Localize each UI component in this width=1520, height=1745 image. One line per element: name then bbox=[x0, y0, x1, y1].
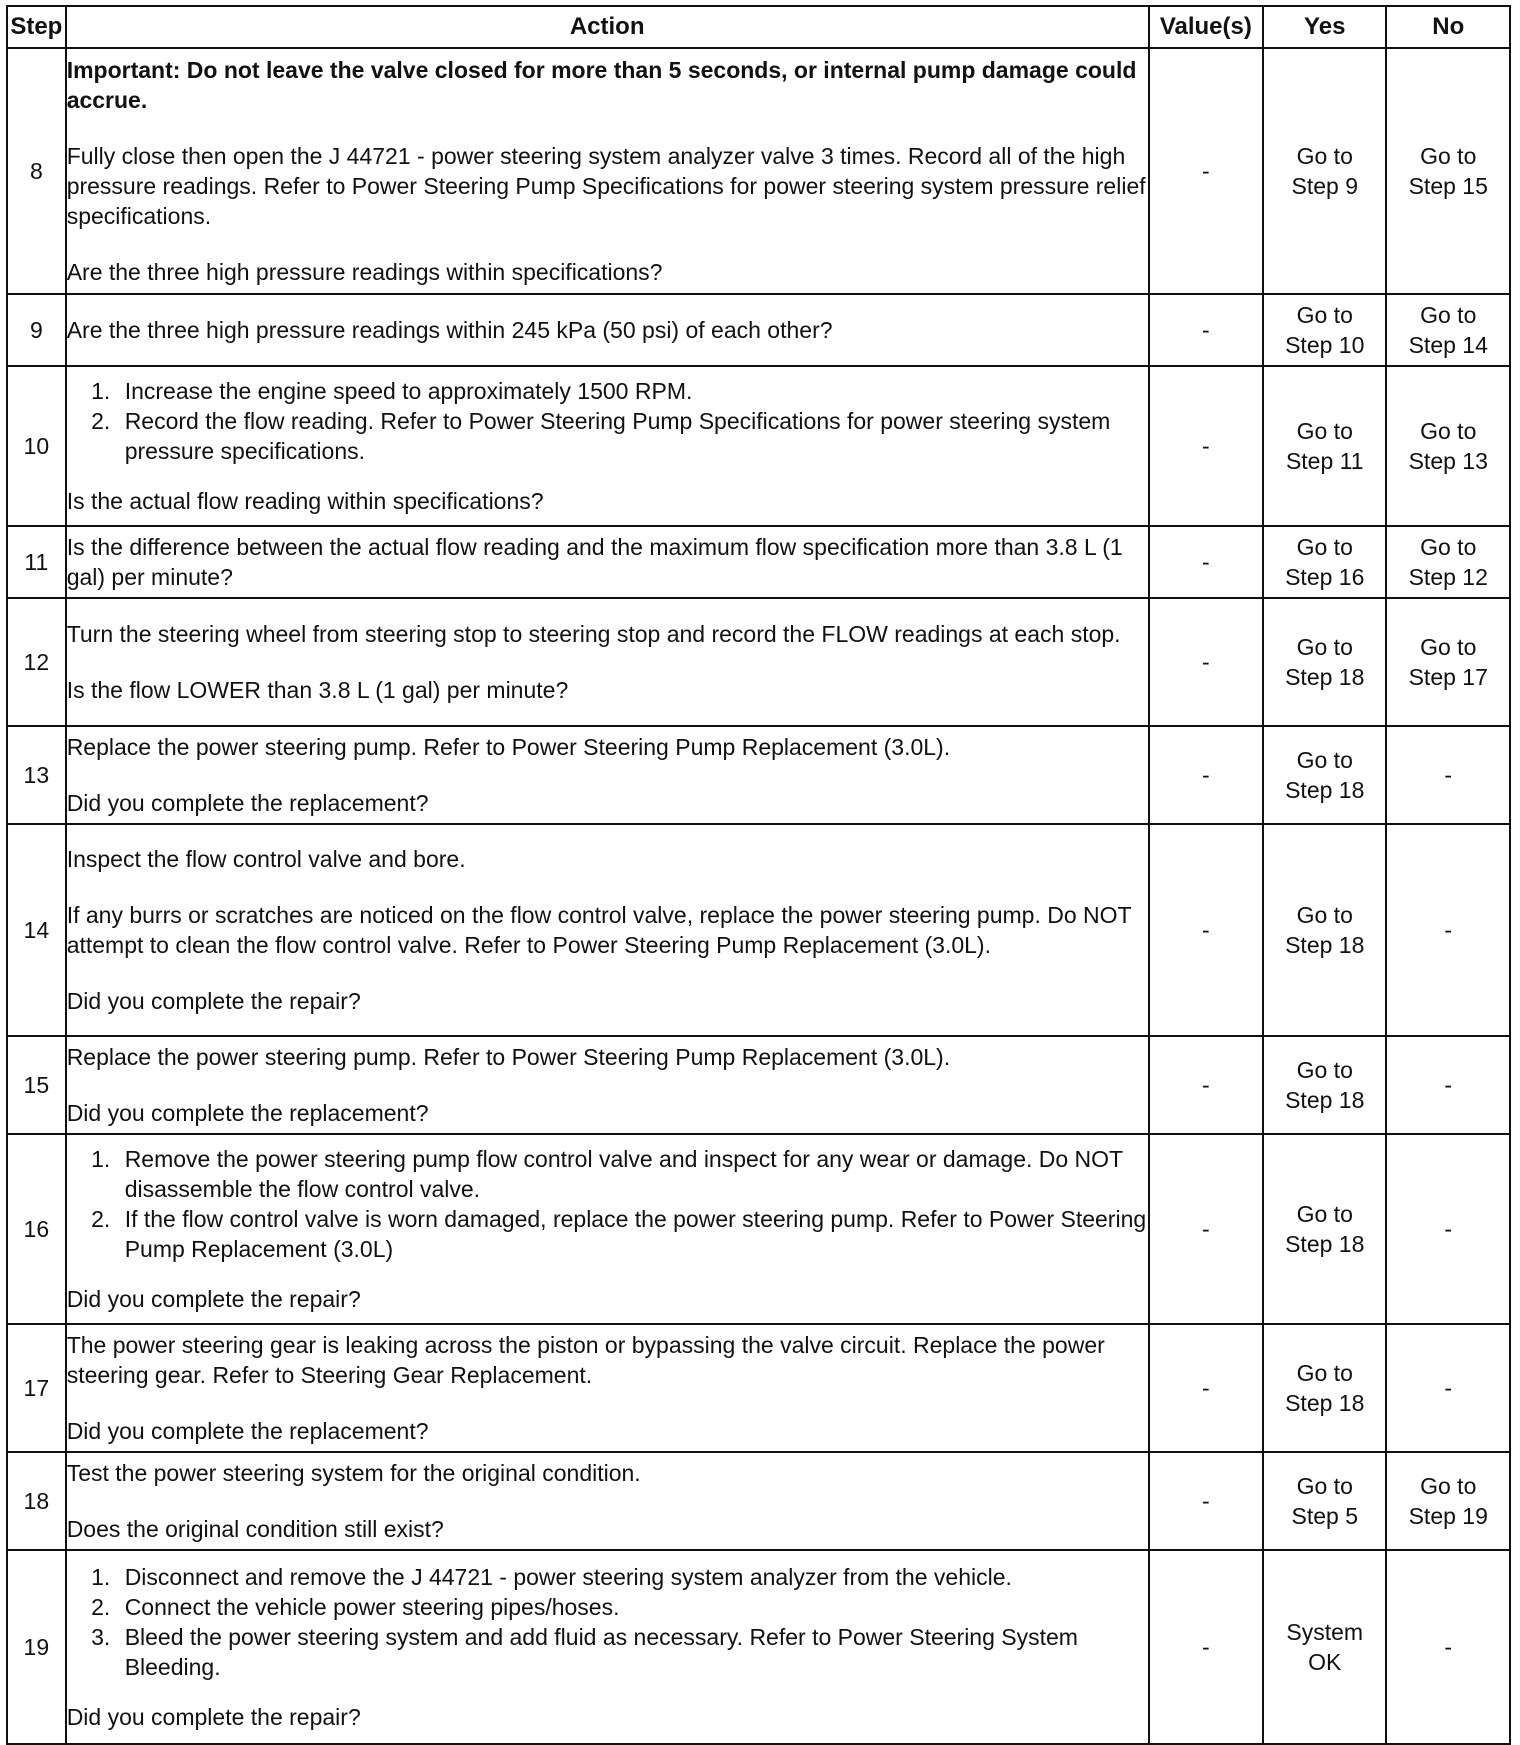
list-item: 1. Remove the power steering pump flow control valve and inspect for any wear or damage. Do NOT disassemble the flow control valve. bbox=[117, 1144, 1148, 1204]
yes-line: Step 18 bbox=[1285, 932, 1365, 958]
question-text: Did you complete the replacement? bbox=[66, 1100, 429, 1126]
list-item: 1. Disconnect and remove the J 44721 - power steering system analyzer from the vehicle. bbox=[117, 1562, 1148, 1592]
question-text: Is the flow LOWER than 3.8 L (1 gal) per minute? bbox=[66, 677, 569, 703]
value-cell: - bbox=[1149, 824, 1263, 1036]
no-cell bbox=[1386, 48, 1510, 294]
no-cell: - bbox=[1386, 1134, 1510, 1324]
question-text: Does the original condition still exist? bbox=[66, 1516, 444, 1542]
value-cell: - bbox=[1149, 1036, 1263, 1134]
yes-cell bbox=[1263, 1550, 1386, 1744]
question-text: Is the actual flow reading within specifications? bbox=[66, 488, 544, 514]
list-item: 3. Bleed the power steering system and add fluid as necessary. Refer to Power Steering System Bleeding. bbox=[117, 1622, 1148, 1682]
no-cell bbox=[1386, 1452, 1510, 1550]
yes-line: Step 10 bbox=[1285, 332, 1365, 358]
no-cell bbox=[1386, 598, 1510, 726]
numbered-list bbox=[67, 1144, 1148, 1264]
table-row bbox=[7, 294, 1510, 366]
yes-line: Go to bbox=[1296, 1057, 1353, 1083]
no-line: Go to bbox=[1420, 634, 1477, 660]
value-cell: - bbox=[1149, 48, 1263, 294]
yes-cell bbox=[1263, 526, 1386, 598]
instruction-text: Inspect the flow control valve and bore. bbox=[66, 846, 466, 872]
header-action: Action bbox=[66, 6, 1149, 48]
value-cell: - bbox=[1149, 294, 1263, 366]
yes-line: Go to bbox=[1296, 1360, 1353, 1386]
yes-line: Step 18 bbox=[1285, 1087, 1365, 1113]
action-cell bbox=[66, 824, 1149, 1036]
no-line: Step 14 bbox=[1408, 332, 1488, 358]
step-number: 15 bbox=[7, 1036, 66, 1134]
header-values: Value(s) bbox=[1149, 6, 1263, 48]
no-cell bbox=[1386, 526, 1510, 598]
no-line: Go to bbox=[1420, 143, 1477, 169]
yes-line: Step 9 bbox=[1291, 173, 1358, 199]
no-line: Go to bbox=[1420, 302, 1477, 328]
question-text: Did you complete the repair? bbox=[66, 1286, 361, 1312]
step-number: 18 bbox=[7, 1452, 66, 1550]
yes-line: Go to bbox=[1296, 1473, 1353, 1499]
no-line: Go to bbox=[1420, 418, 1477, 444]
step-number: 10 bbox=[7, 366, 66, 526]
yes-cell bbox=[1263, 48, 1386, 294]
yes-cell bbox=[1263, 366, 1386, 526]
yes-cell bbox=[1263, 1134, 1386, 1324]
no-cell: - bbox=[1386, 1036, 1510, 1134]
table-row bbox=[7, 824, 1510, 1036]
yes-cell bbox=[1263, 1036, 1386, 1134]
yes-line: Go to bbox=[1296, 302, 1353, 328]
step-number: 16 bbox=[7, 1134, 66, 1324]
diagnostic-table bbox=[6, 5, 1511, 1745]
value-cell: - bbox=[1149, 1134, 1263, 1324]
table-row bbox=[7, 526, 1510, 598]
yes-cell bbox=[1263, 1324, 1386, 1452]
step-number: 14 bbox=[7, 824, 66, 1036]
yes-line: Step 5 bbox=[1291, 1503, 1358, 1529]
table-row bbox=[7, 598, 1510, 726]
question-text: Did you complete the replacement? bbox=[66, 1418, 429, 1444]
list-item: 2. Record the flow reading. Refer to Power Steering Pump Specifications for power steering system pressure specifications. bbox=[117, 406, 1148, 466]
no-line: Step 17 bbox=[1408, 664, 1488, 690]
question-text: Did you complete the replacement? bbox=[66, 790, 429, 816]
no-line: Go to bbox=[1420, 534, 1477, 560]
value-cell: - bbox=[1149, 1550, 1263, 1744]
action-cell bbox=[66, 1036, 1149, 1134]
yes-line: OK bbox=[1308, 1649, 1342, 1675]
value-cell: - bbox=[1149, 1324, 1263, 1452]
value-cell: - bbox=[1149, 526, 1263, 598]
instruction-text: The power steering gear is leaking across the piston or bypassing the valve circuit. Replace the power steering gear. Refer to Steering Gear Replacement. bbox=[66, 1332, 1105, 1388]
question-text: Did you complete the repair? bbox=[66, 1704, 361, 1730]
table-row bbox=[7, 1036, 1510, 1134]
no-line: Step 13 bbox=[1408, 448, 1488, 474]
list-item: 2. If the flow control valve is worn damaged, replace the power steering pump. Refer to Power Steering Pump Replacement (3.0L) bbox=[117, 1204, 1148, 1264]
value-cell: - bbox=[1149, 726, 1263, 824]
yes-line: Go to bbox=[1296, 143, 1353, 169]
yes-line: Step 16 bbox=[1285, 564, 1365, 590]
yes-line: Step 11 bbox=[1285, 448, 1364, 474]
header-no: No bbox=[1386, 6, 1510, 48]
step-number: 11 bbox=[7, 526, 66, 598]
yes-cell bbox=[1263, 598, 1386, 726]
action-cell bbox=[66, 526, 1149, 598]
value-cell: - bbox=[1149, 598, 1263, 726]
yes-cell bbox=[1263, 824, 1386, 1036]
no-cell bbox=[1386, 294, 1510, 366]
no-line: Step 12 bbox=[1408, 564, 1488, 590]
list-item: 1. Increase the engine speed to approximately 1500 RPM. bbox=[117, 376, 1148, 406]
question-text: Did you complete the repair? bbox=[66, 988, 361, 1014]
header-row bbox=[7, 6, 1510, 48]
no-line: Step 19 bbox=[1408, 1503, 1488, 1529]
step-number: 12 bbox=[7, 598, 66, 726]
yes-line: Step 18 bbox=[1285, 1231, 1365, 1257]
numbered-list bbox=[67, 376, 1148, 466]
no-cell: - bbox=[1386, 1550, 1510, 1744]
value-cell: - bbox=[1149, 1452, 1263, 1550]
yes-cell bbox=[1263, 294, 1386, 366]
value-cell: - bbox=[1149, 366, 1263, 526]
table-row bbox=[7, 1324, 1510, 1452]
action-cell bbox=[66, 1324, 1149, 1452]
question-text: Are the three high pressure readings within 245 kPa (50 psi) of each other? bbox=[66, 317, 833, 343]
yes-line: Go to bbox=[1296, 1201, 1353, 1227]
yes-line: Step 18 bbox=[1285, 1390, 1365, 1416]
list-item: 2. Connect the vehicle power steering pipes/hoses. bbox=[117, 1592, 1148, 1622]
yes-line: Go to bbox=[1296, 902, 1353, 928]
step-number: 13 bbox=[7, 726, 66, 824]
table-row bbox=[7, 1452, 1510, 1550]
action-cell bbox=[66, 726, 1149, 824]
instruction-text: Test the power steering system for the original condition. bbox=[66, 1460, 641, 1486]
instruction-text: Replace the power steering pump. Refer to Power Steering Pump Replacement (3.0L). bbox=[66, 734, 951, 760]
yes-cell bbox=[1263, 726, 1386, 824]
yes-line: System bbox=[1286, 1619, 1364, 1645]
action-cell bbox=[66, 1550, 1149, 1744]
yes-line: Go to bbox=[1296, 534, 1353, 560]
question-text: Are the three high pressure readings within specifications? bbox=[66, 259, 663, 285]
table-row bbox=[7, 1550, 1510, 1744]
table-row bbox=[7, 726, 1510, 824]
action-cell bbox=[66, 294, 1149, 366]
action-cell bbox=[66, 1452, 1149, 1550]
step-number: 19 bbox=[7, 1550, 66, 1744]
no-line: Step 15 bbox=[1408, 173, 1488, 199]
instruction-text: Fully close then open the J 44721 - power steering system analyzer valve 3 times. Record all of the high pressure readings. Refer to Power Steering Pump Specifications for power steering system pressure relief specifications. bbox=[66, 143, 1146, 229]
table-row bbox=[7, 48, 1510, 294]
table-row bbox=[7, 1134, 1510, 1324]
header-yes: Yes bbox=[1263, 6, 1386, 48]
yes-line: Go to bbox=[1296, 418, 1353, 444]
no-cell: - bbox=[1386, 1324, 1510, 1452]
action-cell bbox=[66, 48, 1149, 294]
yes-line: Go to bbox=[1296, 634, 1353, 660]
step-number: 17 bbox=[7, 1324, 66, 1452]
no-cell: - bbox=[1386, 824, 1510, 1036]
important-note: Important: Do not leave the valve closed for more than 5 seconds, or internal pump damage could accrue. bbox=[66, 57, 1137, 113]
yes-line: Go to bbox=[1296, 747, 1353, 773]
no-line: Go to bbox=[1420, 1473, 1477, 1499]
instruction-text: If any burrs or scratches are noticed on the flow control valve, replace the power steering pump. Do NOT attempt to clean the flow control valve. Refer to Power Steering Pump Replacement (3.0L). bbox=[66, 902, 1132, 958]
yes-line: Step 18 bbox=[1285, 777, 1365, 803]
instruction-text: Replace the power steering pump. Refer to Power Steering Pump Replacement (3.0L). bbox=[66, 1044, 951, 1070]
step-number: 8 bbox=[7, 48, 66, 294]
instruction-text: Turn the steering wheel from steering stop to steering stop and record the FLOW readings at each stop. bbox=[66, 621, 1121, 647]
question-text: Is the difference between the actual flow reading and the maximum flow specification more than 3.8 L (1 gal) per minute? bbox=[66, 534, 1123, 590]
numbered-list bbox=[67, 1562, 1148, 1682]
step-number: 9 bbox=[7, 294, 66, 366]
no-cell: - bbox=[1386, 726, 1510, 824]
action-cell bbox=[66, 598, 1149, 726]
action-cell bbox=[66, 366, 1149, 526]
yes-line: Step 18 bbox=[1285, 664, 1365, 690]
yes-cell bbox=[1263, 1452, 1386, 1550]
action-cell bbox=[66, 1134, 1149, 1324]
header-step: Step bbox=[7, 6, 66, 48]
no-cell bbox=[1386, 366, 1510, 526]
table-row bbox=[7, 366, 1510, 526]
